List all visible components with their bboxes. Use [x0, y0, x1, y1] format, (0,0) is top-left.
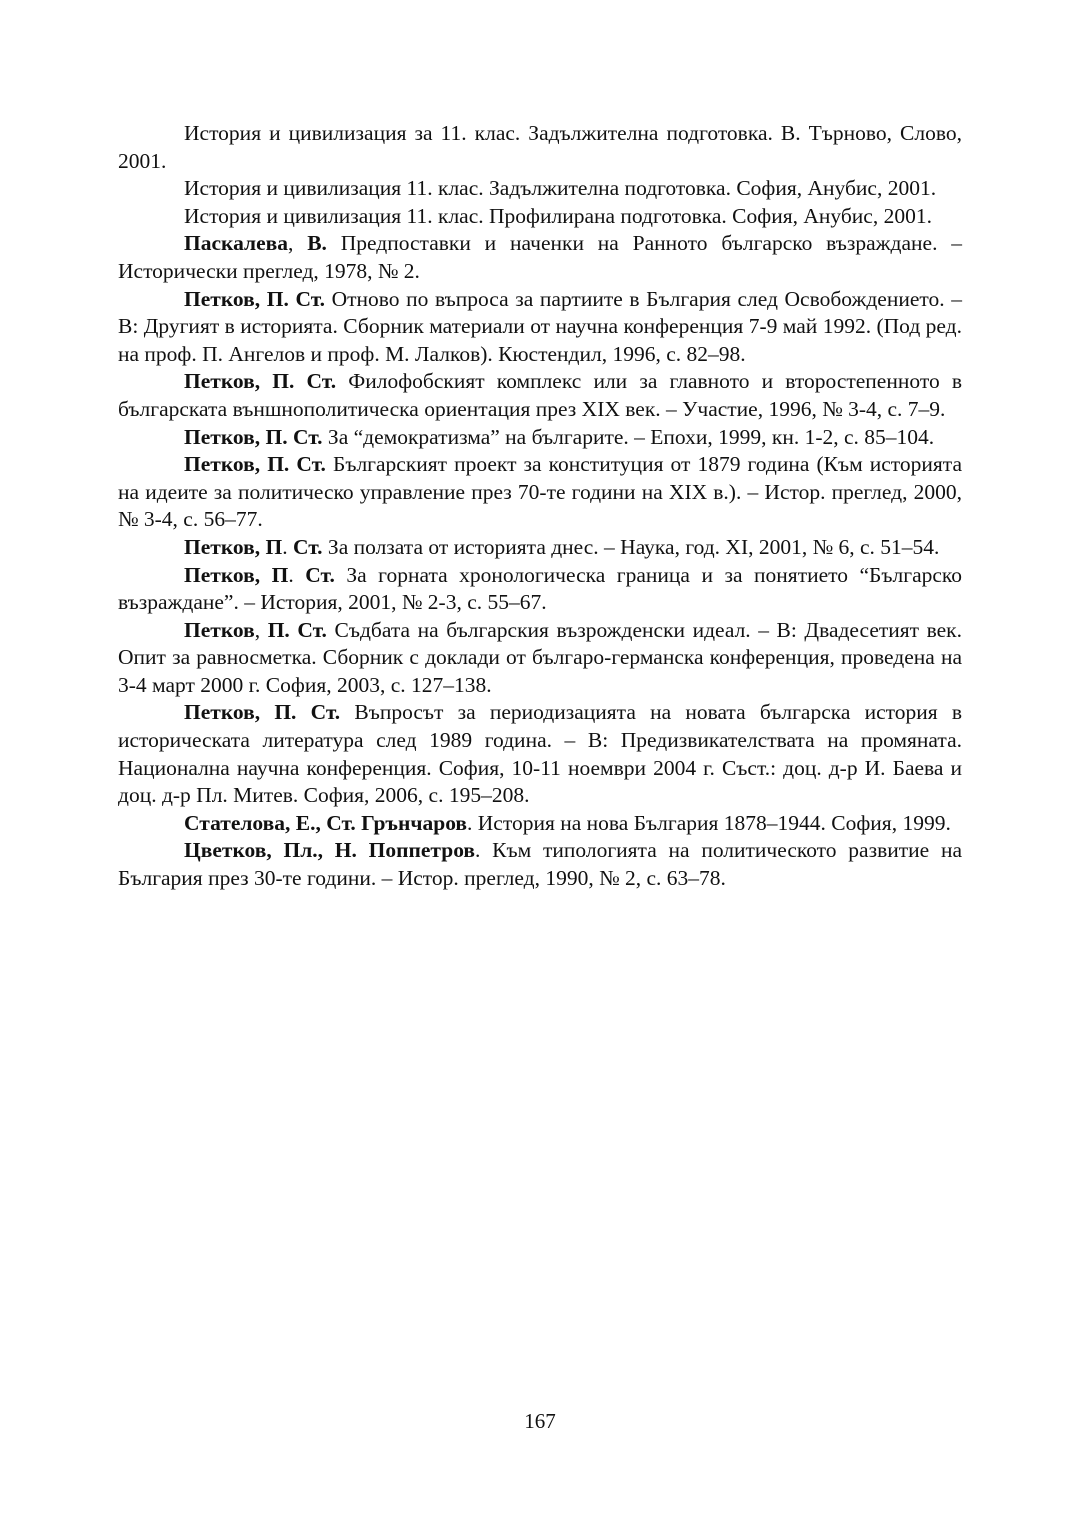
entry-author: Петков, П: [184, 562, 289, 587]
entry-author: Петков, П: [184, 534, 283, 559]
entry-author-initial: Ст.: [292, 534, 323, 559]
entry-separator: .: [288, 562, 306, 587]
entry-text: Предпоставки и наченки на Ранното българско възраждане. – Исторически преглед, 1978, № 2.: [118, 231, 963, 283]
entry-text: За горната хронологическа граница и за понятието “Българско възраждане”. – История, 2001, № 2-3, с. 55–67.: [118, 562, 963, 615]
bibliography-entry: [118, 451, 962, 534]
entry-author: Цветков, Пл., Н. Поппетров: [184, 838, 476, 863]
bibliography-entry: [118, 120, 962, 175]
entry-author: Петков, П. Ст.: [184, 369, 337, 394]
entry-author-initial: П. Ст.: [267, 617, 327, 642]
bibliography-entry: [118, 810, 962, 838]
entry-text: Отново по въпроса за партиите в България след Освобождението. – В: Другият в историята. Сборник материали от научна конференция 7-9 май 1992. (Под ред. на проф. П. Ангелов и проф. М. Лалков). Кюстендил, 1996, с. 82–98.: [118, 286, 962, 366]
bibliography-entry: [118, 368, 962, 423]
entry-text: . История на нова България 1878–1944. София, 1999.: [467, 810, 951, 835]
bibliography-entry: [118, 175, 962, 203]
entry-text: За ползата от историята днес. – Наука, год. ХІ, 2001, № 6, с. 51–54.: [322, 534, 940, 559]
entry-separator: .: [282, 534, 293, 559]
entry-text: Българският проект за конституция от 1879 година (Към историята на идеите за политическо управление през 70-те години на ХІХ в.). – Истор. преглед, 2000, № 3-4, с. 56–77.: [118, 452, 962, 532]
entry-author: Петков, П. Ст.: [184, 452, 326, 477]
entry-text: Филофобският комплекс или за главното и второстепенното в българската външнополитическа ориентация през ХІХ век. – Участие, 1996, № 3-4, с. 7–9.: [118, 369, 962, 421]
entry-separator: ,: [254, 617, 268, 642]
bibliography-list: [118, 120, 962, 893]
bibliography-entry: [118, 286, 962, 369]
bibliography-entry: [118, 562, 962, 617]
bibliography-entry: [118, 534, 962, 562]
entry-author: Петков, П. Ст.: [184, 700, 341, 725]
entry-text: За “демократизма” на българите. – Епохи, 1999, кн. 1-2, с. 85–104.: [322, 424, 935, 449]
entry-text: История и цивилизация 11. клас. Профилирана подготовка. София, Анубис, 2001.: [184, 203, 932, 228]
bibliography-entry: [118, 230, 962, 285]
entry-text: . Към типологията на политическото развитие на България през 30-те години. – Истор. преглед, 1990, № 2, с. 63–78.: [118, 838, 962, 891]
entry-text: История и цивилизация 11. клас. Задължителна подготовка. София, Анубис, 2001.: [184, 176, 937, 201]
entry-author: Петков, П. Ст.: [184, 424, 323, 449]
bibliography-entry: [118, 837, 962, 892]
bibliography-entry: [118, 203, 962, 231]
bibliography-entry: [118, 699, 962, 809]
entry-separator: ,: [287, 231, 308, 256]
bibliography-entry: [118, 424, 962, 452]
entry-author: Петков: [184, 617, 255, 642]
bibliography-entry: [118, 617, 962, 700]
entry-author: Стателова, Е., Ст. Грънчаров: [184, 810, 468, 835]
entry-text: История и цивилизация за 11. клас. Задължителна подготовка. В. Търново, Слово, 2001.: [118, 121, 962, 173]
entry-text: Съдбата на българския възрожденски идеал. – В: Двадесетият век. Опит за равносметка. Сборник с доклади от българо-германска конференция, проведена на 3-4 март 2000 г. София, 2003, с. 127–138.: [118, 617, 962, 697]
entry-text: Въпросът за периодизацията на новата българска история в историческата литература след 1989 година. – В: Предизвикателствата на промяната. Национална научна конференция. София, 10-11 ноември 2004 г. Съст.: доц. д-р И. Баева и доц. д-р Пл. Митев. София, 2006, с. 195–208.: [118, 700, 962, 808]
entry-author-initial: В.: [307, 231, 327, 256]
page-number: 167: [524, 1409, 556, 1433]
entry-author: Петков, П. Ст.: [184, 286, 326, 311]
entry-author: Паскалева: [184, 231, 288, 256]
entry-author-initial: Ст.: [305, 562, 335, 587]
